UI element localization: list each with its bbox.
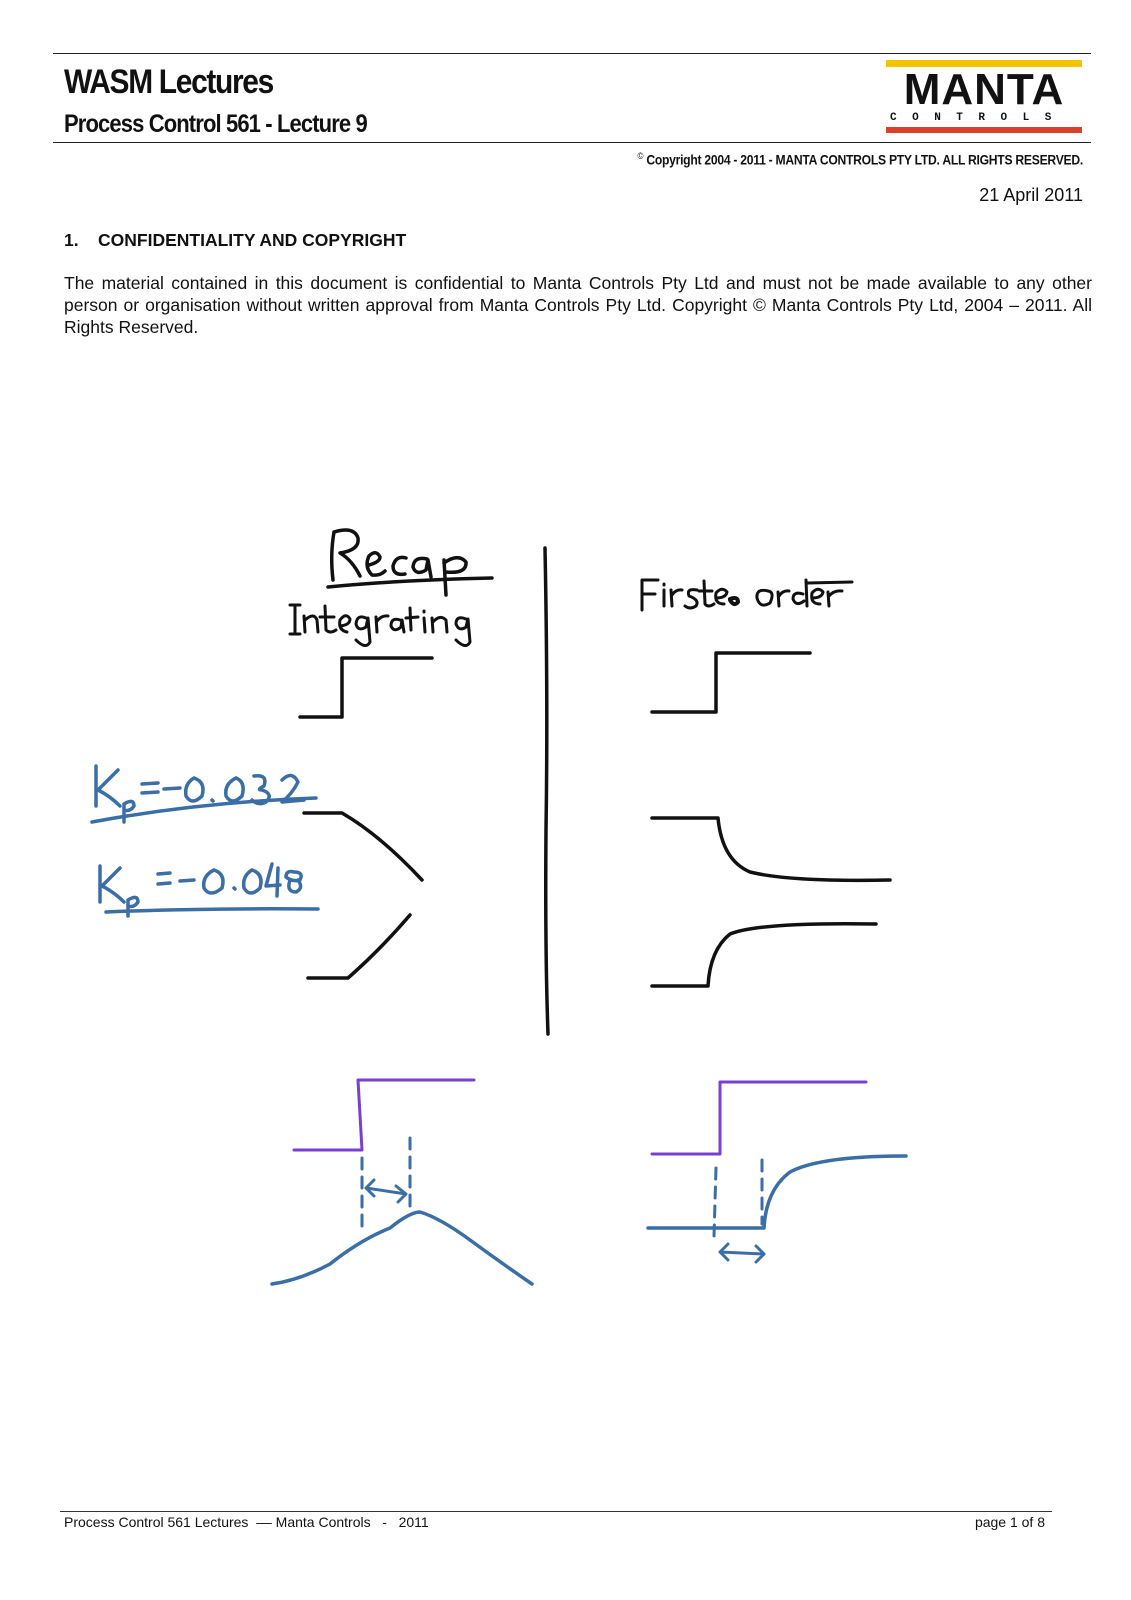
logo-subword: CONTROLS bbox=[890, 112, 1067, 124]
document-date: 21 April 2011 bbox=[979, 185, 1083, 205]
left-purple-step bbox=[294, 1080, 474, 1150]
label-first-order bbox=[642, 580, 852, 610]
left-ramp-up bbox=[308, 915, 410, 978]
section-title: CONFIDENTIALITY AND COPYRIGHT bbox=[98, 230, 407, 250]
left-deadtime-arrow bbox=[366, 1180, 406, 1202]
kp-annotation-1 bbox=[92, 766, 316, 822]
confidentiality-paragraph: The material contained in this document is confidential to Manta Controls Pty Ltd and must not be made available to any other person or organisation without written approval from Manta Controls Pty Ltd. Copyright © Manta Controls Pty Ltd, 2004 – 2011. All Rights Reserved. bbox=[64, 273, 1092, 337]
right-decay-curve bbox=[652, 818, 890, 880]
label-recap bbox=[328, 530, 492, 595]
footer-page-number: page 1 of 8 bbox=[974, 1514, 1045, 1530]
divider-line bbox=[545, 548, 548, 1034]
label-integrating bbox=[290, 605, 470, 646]
left-ramp-down bbox=[304, 813, 422, 880]
right-rise-curve bbox=[652, 924, 876, 986]
footer-rule bbox=[60, 1511, 1052, 1512]
footer-left-text: Process Control 561 Lectures –– Manta Controls - 2011 bbox=[64, 1514, 429, 1530]
copyright-text: Copyright 2004 - 2011 - MANTA CONTROLS PTY LTD. ALL RIGHTS RESERVED. bbox=[646, 152, 1083, 168]
document-subtitle: Process Control 561 - Lecture 9 bbox=[64, 110, 367, 138]
document-title: WASM Lectures bbox=[64, 63, 273, 101]
copyright-symbol: © bbox=[637, 151, 644, 161]
right-pv-response bbox=[648, 1156, 906, 1228]
logo-wordmark: MANTA bbox=[903, 65, 1065, 114]
kp-annotation-2 bbox=[100, 864, 318, 916]
right-purple-step bbox=[652, 1082, 866, 1154]
left-pv-response bbox=[272, 1212, 532, 1284]
section-number: 1. bbox=[64, 230, 79, 250]
right-step-input bbox=[652, 653, 810, 712]
right-deadtime-arrow bbox=[720, 1244, 764, 1262]
right-deadtime-line-1 bbox=[714, 1168, 716, 1236]
left-step-input bbox=[300, 658, 432, 717]
